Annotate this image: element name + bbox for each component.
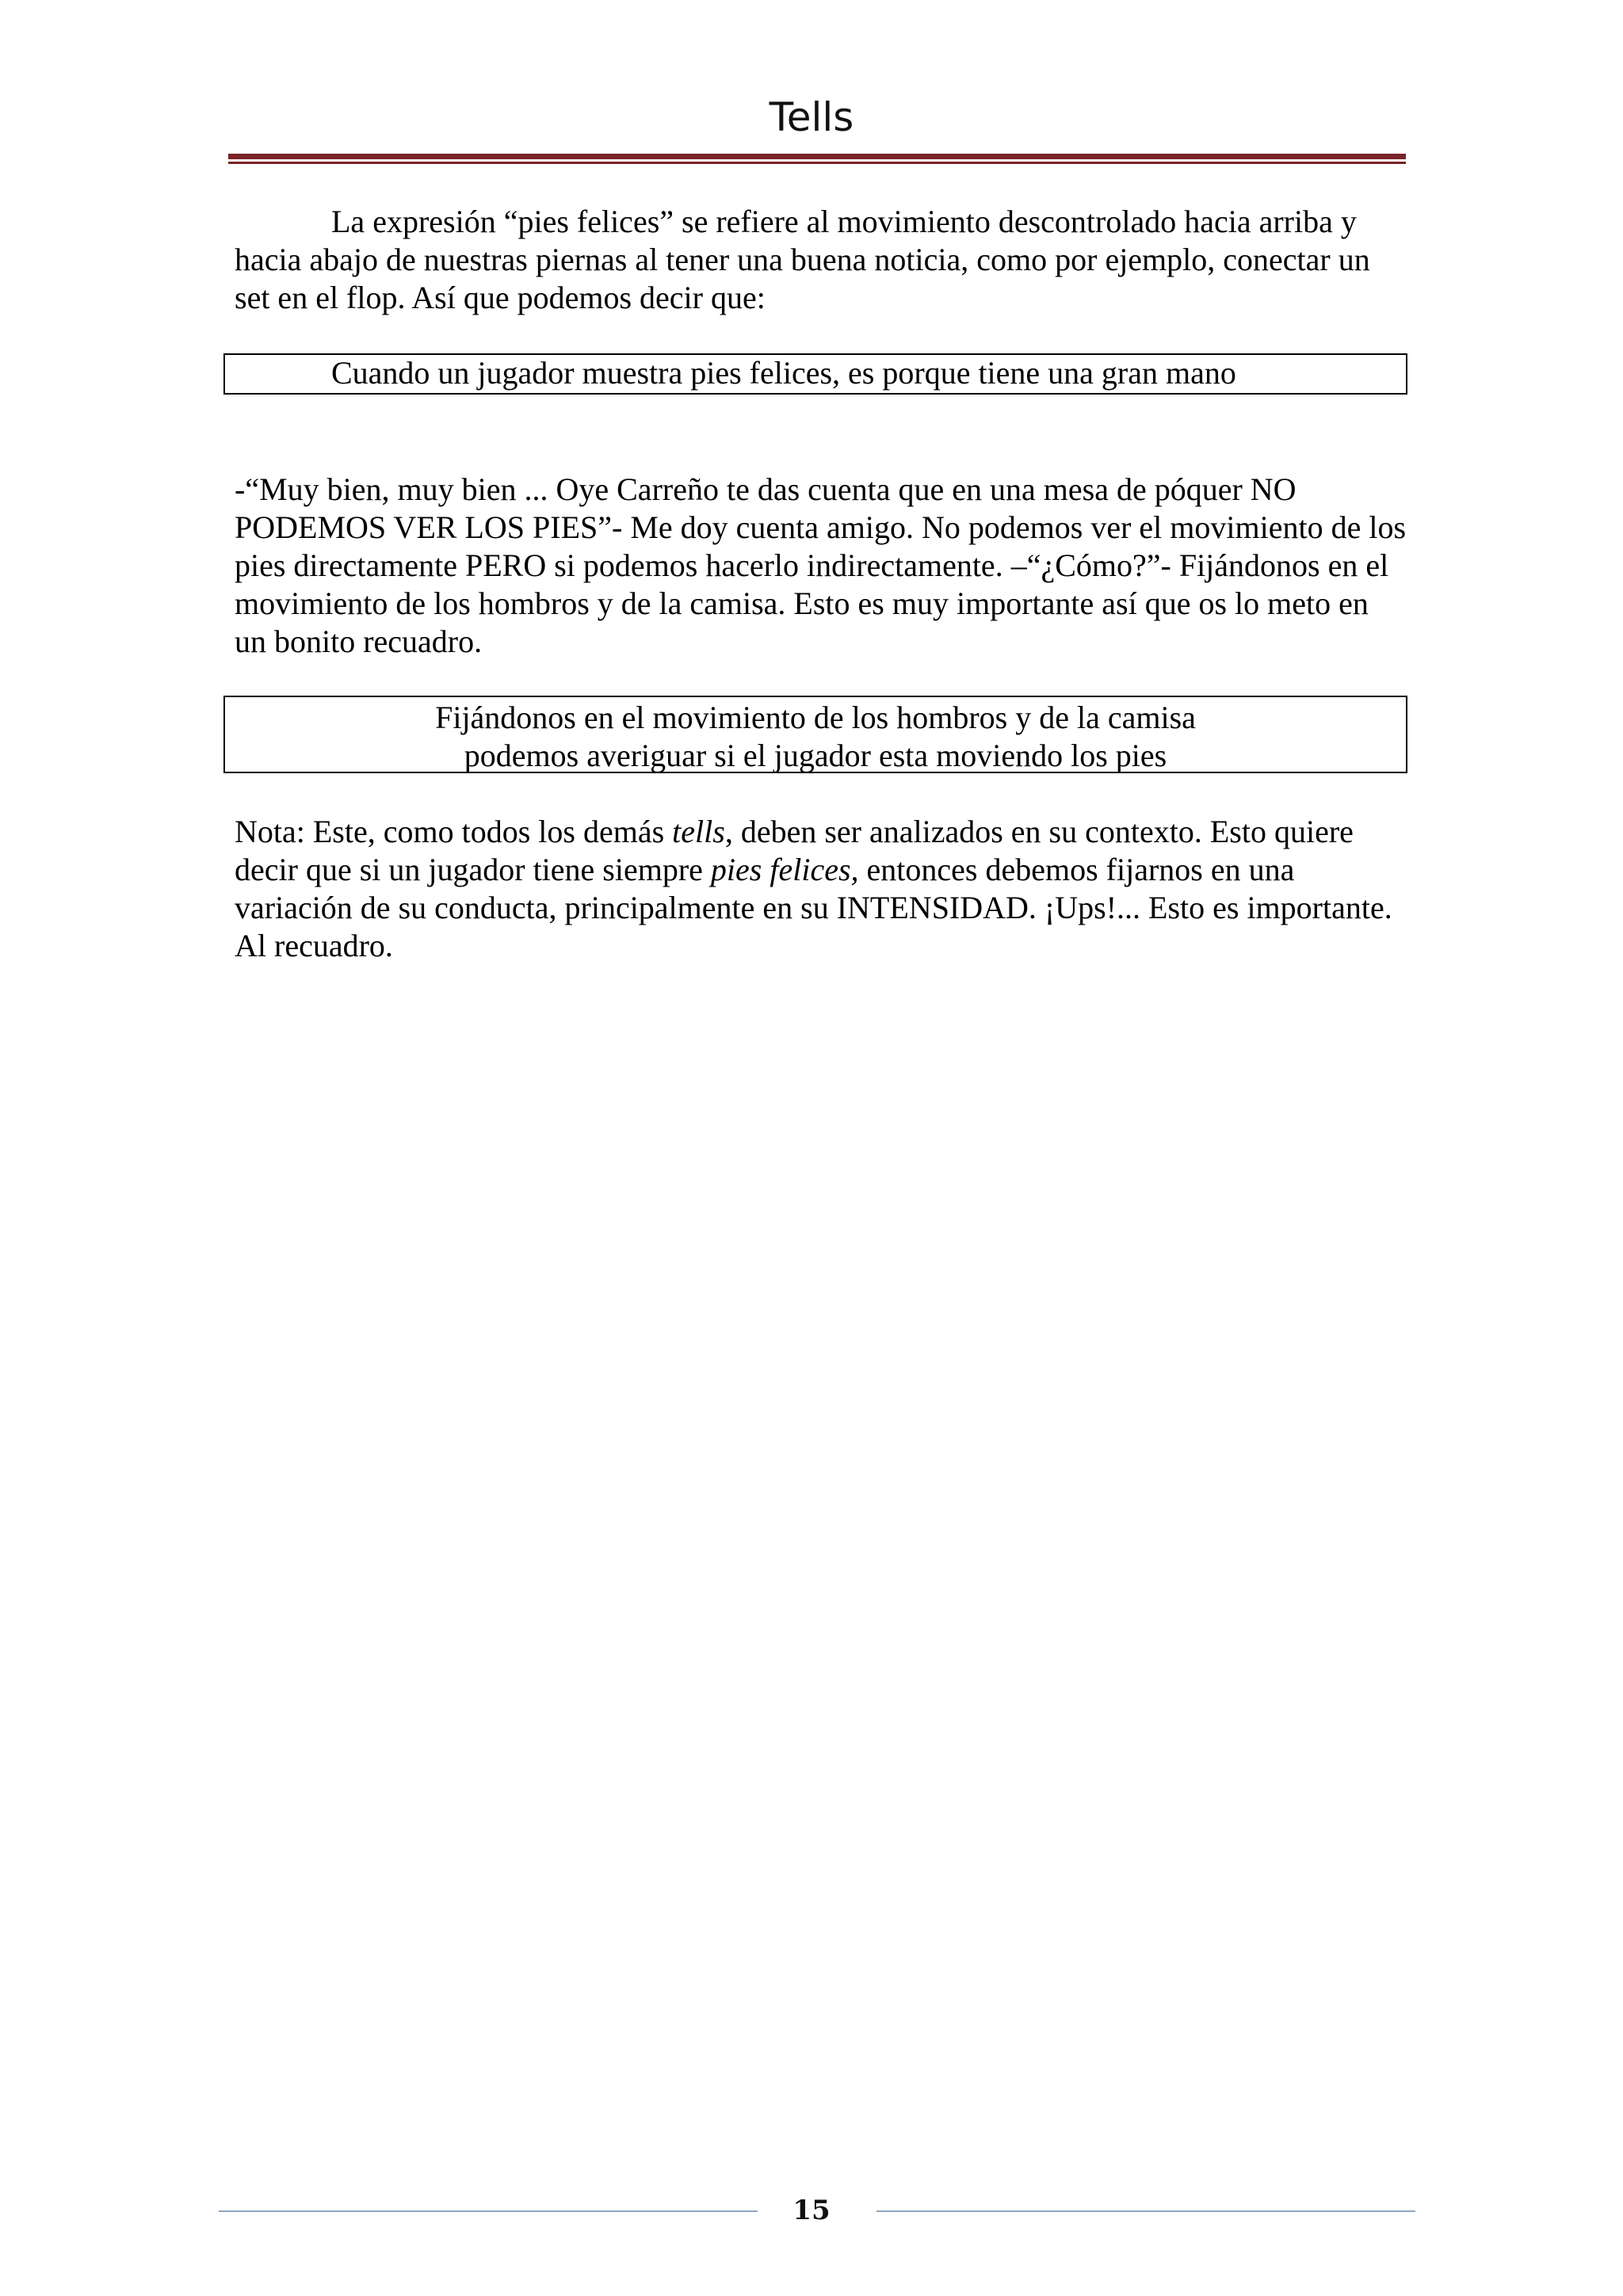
page-number: 15 [792,2195,831,2226]
callout-line-2: podemos averiguar si el jugador esta moviendo los pies [464,738,1167,773]
header-divider [228,154,1406,164]
callout-text: Cuando un jugador muestra pies felices, es porque tiene una gran mano [331,355,1236,391]
callout-line-1: Fijándonos en el movimiento de los hombros y de la camisa [435,700,1196,735]
callout-box-happy-feet [223,353,1407,395]
paragraph-intro: La expresión “pies felices” se refiere al movimiento descontrolado hacia arriba y hacia abajo de nuestras piernas al tener una buena noticia, como por ejemplo, conectar un set en el flop. Así que podemos decir que: [235,204,1370,315]
callout-box-shoulders [223,696,1407,773]
note-italic-pies-felices: pies felices, [710,852,859,887]
footer-rule-right [876,2210,1415,2212]
paragraph-dialogue: -“Muy bien, muy bien ... Oye Carreño te das cuenta que en una mesa de póquer NO PODEMOS VER LOS PIES”- Me doy cuenta amigo. No podemos ver el movimiento de los pies directamente PERO si podemos hacerlo indirectamente. –“¿Cómo?”- Fijándonos en el movimiento de los hombros y de la camisa. Esto es muy importante así que os lo meto en un bonito recuadro. [235,471,1407,659]
note-text-part-2: , deben ser analizados en su contexto. Esto quiere decir que si un jugador tiene siempre [235,814,1354,887]
note-italic-tells: tells [672,814,725,849]
paragraph-note [235,813,1407,965]
note-text-part-3: entonces debemos fijarnos en una variación de su conducta, principalmente en su INTENSIDAD. ¡Ups!... Esto es importante. Al recuadro. [235,852,1392,963]
page-header-title: Tells [769,94,854,140]
note-text-part-1: Nota: Este, como todos los demás [235,814,673,849]
